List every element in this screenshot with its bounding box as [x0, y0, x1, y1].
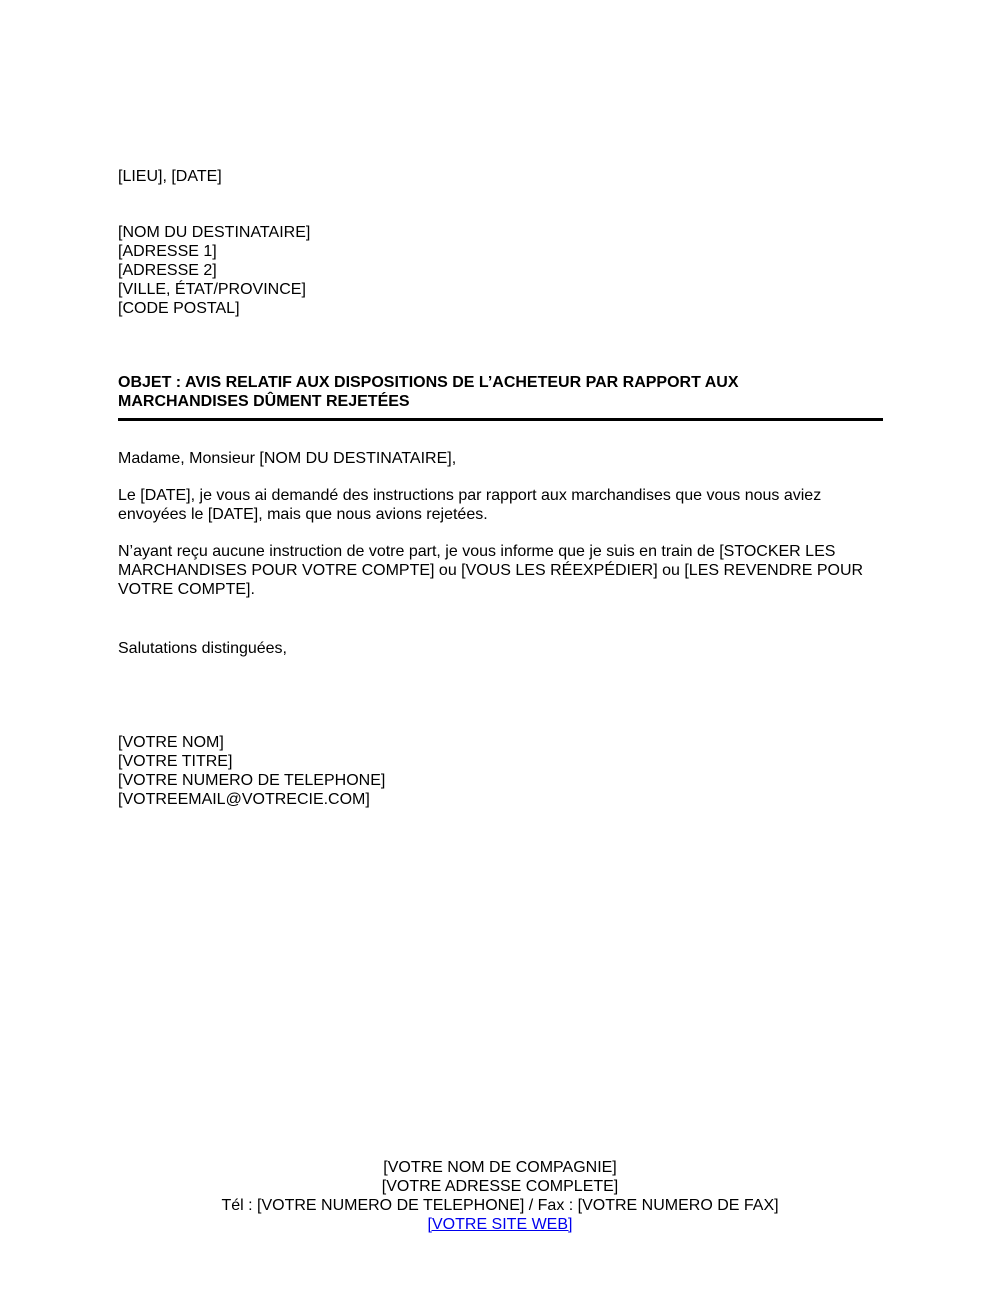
subject-line1: OBJET : AVIS RELATIF AUX DISPOSITIONS DE L’ACHETEUR PAR RAPPORT AUX — [118, 374, 739, 391]
recipient-address — [118, 223, 883, 318]
paragraph-2 — [118, 542, 883, 599]
signature-title: [VOTRE TITRE] — [118, 753, 233, 770]
footer-address: [VOTRE ADRESSE COMPLETE] — [381, 1178, 619, 1195]
recipient-postal-code: [CODE POSTAL] — [118, 300, 240, 317]
salutation-text: Madame, Monsieur [NOM DU DESTINATAIRE], — [118, 450, 457, 467]
footer-company: [VOTRE NOM DE COMPAGNIE] — [383, 1159, 617, 1176]
recipient-address2: [ADRESSE 2] — [118, 262, 217, 279]
signature-block — [118, 733, 883, 809]
paragraph-1 — [118, 486, 878, 524]
signature-phone: [VOTRE NUMERO DE TELEPHONE] — [118, 772, 386, 789]
subject-divider — [118, 418, 883, 421]
footer-phone-fax: Tél : [VOTRE NUMERO DE TELEPHONE] / Fax : [VOTRE NUMERO DE FAX] — [221, 1197, 779, 1214]
signature-name: [VOTRE NOM] — [118, 734, 224, 751]
recipient-city-state: [VILLE, ÉTAT/PROVINCE] — [118, 281, 306, 298]
salutation — [118, 449, 883, 468]
closing-text: Salutations distinguées, — [118, 640, 287, 657]
recipient-name: [NOM DU DESTINATAIRE] — [118, 224, 311, 241]
closing — [118, 639, 883, 658]
company-footer — [0, 1158, 1000, 1234]
recipient-address1: [ADRESSE 1] — [118, 243, 217, 260]
place-date — [118, 167, 883, 186]
footer-website-link[interactable]: [VOTRE SITE WEB] — [427, 1216, 573, 1233]
signature-email: [VOTREEMAIL@VOTRECIE.COM] — [118, 791, 370, 808]
paragraph-2-text: N’ayant reçu aucune instruction de votre part, je vous informe que je suis en train de [STOCKER LES MARCHANDISES POUR VOTRE COMPTE] ou [VOUS LES RÉEXPÉDIER] ou [LES REVENDRE POUR VOTRE COMPTE]. — [118, 543, 864, 598]
paragraph-1-text: Le [DATE], je vous ai demandé des instructions par rapport aux marchandises que vous nous aviez envoyées le [DATE], mais que nous avions rejetées. — [118, 487, 822, 523]
subject-line2: MARCHANDISES DÛMENT REJETÉES — [118, 393, 410, 410]
subject-heading — [118, 373, 883, 411]
place-date-text: [LIEU], [DATE] — [118, 168, 222, 185]
